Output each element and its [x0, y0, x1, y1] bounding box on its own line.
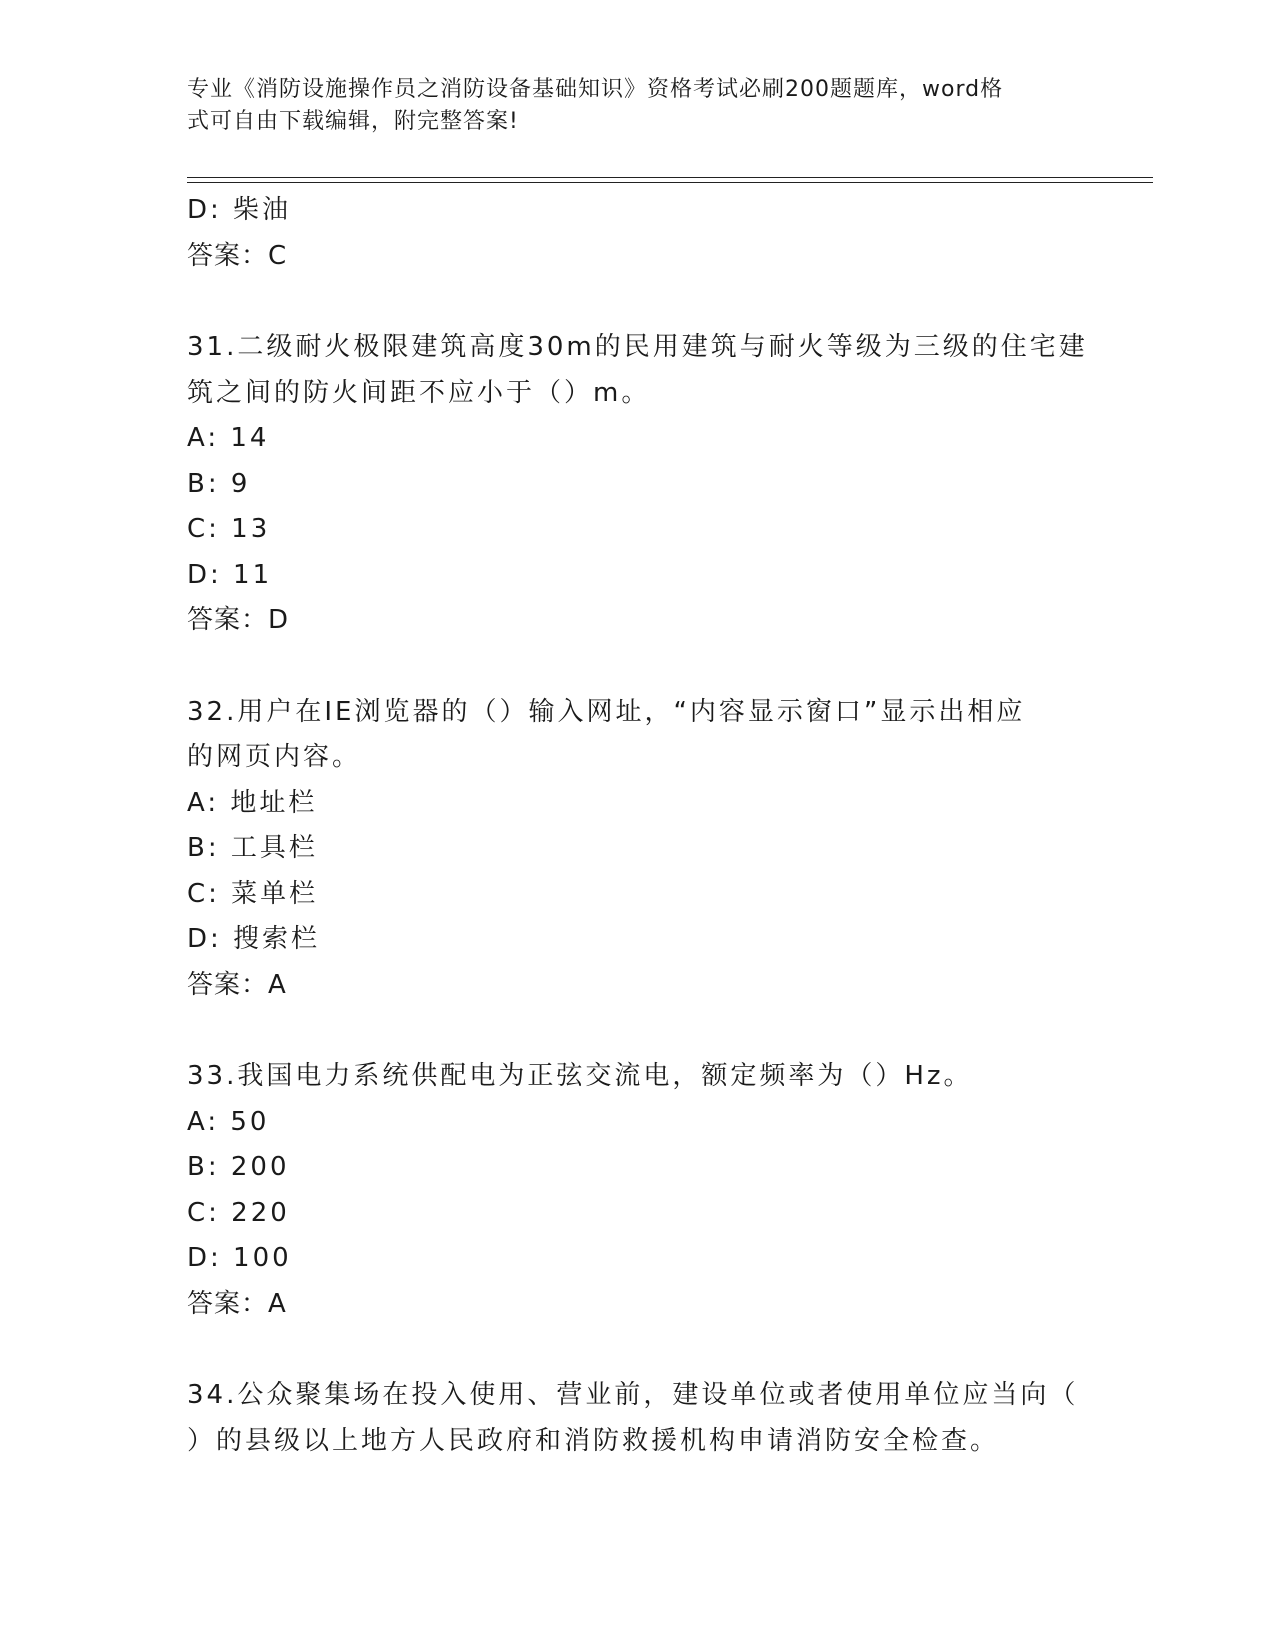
option-c: C: 13	[187, 514, 271, 544]
option-b: B: 200	[187, 1152, 290, 1182]
question-text: 34.公众聚集场在投入使用、营业前，建设单位或者使用单位应当向（	[187, 1380, 1079, 1410]
answer: 答案：A	[187, 1288, 287, 1319]
header-line-1: 专业《消防设施操作员之消防设备基础知识》资格考试必刷200题题库，word格	[187, 77, 1004, 102]
question-33	[187, 1054, 1087, 1327]
question-text: ）的县级以上地方人民政府和消防救援机构申请消防安全检查。	[187, 1425, 1000, 1456]
option-c: C: 菜单栏	[187, 878, 319, 909]
question-34	[187, 1373, 1087, 1464]
question-text: 33.我国电力系统供配电为正弦交流电，额定频率为（）Hz。	[187, 1061, 973, 1091]
header-rule-top	[187, 177, 1153, 178]
option-b: B: 工具栏	[187, 833, 318, 863]
question-31	[187, 325, 1087, 644]
option-a: A: 50	[187, 1106, 270, 1137]
question-text: 32.用户在IE浏览器的（）输入网址，“内容显示窗口”显示出相应	[187, 696, 1026, 727]
option-d: D: 100	[187, 1243, 292, 1273]
option-b: B: 9	[187, 468, 251, 499]
question-32	[187, 690, 1087, 1009]
document-header	[187, 74, 1087, 138]
question-text: 筑之间的防火间距不应小于（）m。	[187, 377, 651, 408]
question-text: 31.二级耐火极限建筑高度30m的民用建筑与耐火等级为三级的住宅建	[187, 332, 1088, 362]
question-content	[187, 188, 1087, 1464]
answer: 答案：A	[187, 969, 287, 1000]
option-a: A: 14	[187, 423, 270, 453]
option-d: D: 11	[187, 559, 273, 590]
header-rule-bottom	[187, 182, 1153, 183]
prev-answer: 答案：C	[187, 240, 288, 271]
header-line-2: 式可自由下载编辑，附完整答案!	[187, 109, 519, 134]
question-text: 的网页内容。	[187, 742, 362, 772]
option-d: D: 搜索栏	[187, 924, 321, 954]
prev-option-d: D: 柴油	[187, 195, 292, 225]
answer: 答案：D	[187, 605, 290, 635]
option-a: A: 地址栏	[187, 787, 318, 818]
option-c: C: 220	[187, 1197, 290, 1228]
